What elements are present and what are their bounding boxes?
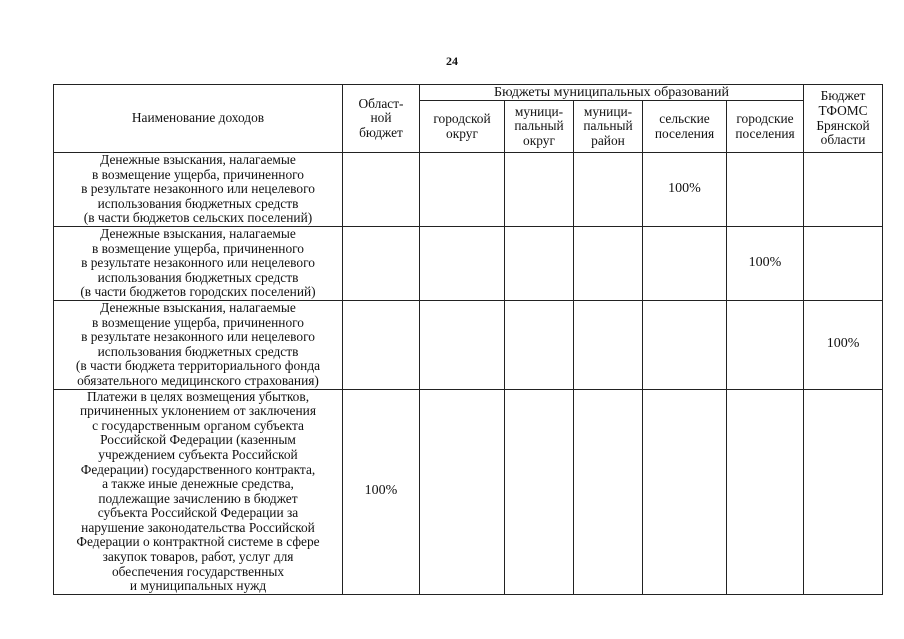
text-line: в возмещение ущерба, причиненного <box>91 240 304 256</box>
header-rural-settlements <box>643 101 727 153</box>
header-regional-budget <box>343 85 420 153</box>
header-urban-settlements <box>727 101 804 153</box>
text-line: в результате незаконного или нецелевого <box>81 255 315 271</box>
text-line: использования бюджетных средств <box>97 343 299 359</box>
header-municipal-budgets-label: Бюджеты муниципальных образований <box>494 84 729 100</box>
header-line: ТФОМС <box>818 102 868 118</box>
text-line: нарушение законодательства Российской <box>81 519 315 535</box>
text-line: а также иные денежные средства, <box>102 476 294 492</box>
table-row <box>54 389 883 594</box>
value-cell <box>343 226 420 300</box>
header-line: сельские <box>659 110 710 126</box>
page-number: 24 <box>446 54 458 68</box>
text-line: Российской Федерации (казенным <box>100 432 296 448</box>
text-line: подлежащие зачислению в бюджет <box>98 490 298 506</box>
value-cell: 100% <box>643 153 727 227</box>
value-cell <box>505 300 574 389</box>
text-line: в результате незаконного или нецелевого <box>81 329 315 345</box>
text-line: в возмещение ущерба, причиненного <box>91 314 304 330</box>
text-line: причиненных уклонением от заключения <box>80 403 316 419</box>
revenue-name-cell <box>54 153 343 227</box>
text-line: использования бюджетных средств <box>97 195 299 211</box>
text-line: субъекта Российской Федерации за <box>97 505 299 521</box>
header-line: области <box>820 132 866 148</box>
text-line: закупок товаров, работ, услуг для <box>102 549 294 565</box>
header-line: бюджет <box>359 124 403 140</box>
table-row <box>54 226 883 300</box>
header-tfoms-budget <box>804 85 883 153</box>
text-line: учреждением субъекта Российской <box>98 446 298 462</box>
header-city-district <box>420 101 505 153</box>
value-cell: 100% <box>804 300 883 389</box>
header-line: поселения <box>654 125 715 141</box>
value-cell <box>804 153 883 227</box>
value-cell <box>420 389 505 594</box>
text-line: и муниципальных нужд <box>129 578 267 594</box>
value-cell <box>505 153 574 227</box>
value-cell <box>574 226 643 300</box>
value-cell <box>727 153 804 227</box>
header-line: округ <box>446 125 478 141</box>
header-line: Брянской <box>816 117 870 133</box>
revenue-name-cell <box>54 226 343 300</box>
value-cell <box>420 300 505 389</box>
text-line: обязательного медицинского страхования) <box>77 372 319 388</box>
revenue-name-cell <box>54 300 343 389</box>
header-line: Бюджет <box>820 88 866 104</box>
text-line: в возмещение ущерба, причиненного <box>91 166 304 182</box>
value-cell <box>574 389 643 594</box>
value-cell <box>574 153 643 227</box>
text-line: использования бюджетных средств <box>97 269 299 285</box>
header-municipal-budgets <box>420 85 804 101</box>
header-municipal-district <box>505 101 574 153</box>
value-cell <box>643 226 727 300</box>
value-cell <box>420 226 505 300</box>
revenue-distribution-table <box>53 84 883 595</box>
value-cell: 100% <box>343 389 420 594</box>
text-line: Федерации о контрактной системе в сфере <box>76 534 320 550</box>
value-cell <box>727 300 804 389</box>
value-cell <box>574 300 643 389</box>
value-cell: 100% <box>727 226 804 300</box>
value-cell <box>643 300 727 389</box>
header-line: муници- <box>583 103 633 119</box>
text-line: (в части бюджета территориального фонда <box>75 358 321 374</box>
text-line: в результате незаконного или нецелевого <box>81 181 315 197</box>
value-cell <box>420 153 505 227</box>
header-line: городской <box>433 110 491 126</box>
header-line: пальный <box>583 118 633 134</box>
value-cell <box>505 226 574 300</box>
table-row <box>54 153 883 227</box>
header-line: округ <box>523 132 555 148</box>
value-cell <box>727 389 804 594</box>
header-line: Област- <box>358 95 404 111</box>
header-revenue-name <box>54 85 343 153</box>
value-cell <box>343 300 420 389</box>
value-cell <box>343 153 420 227</box>
text-line: (в части бюджетов сельских поселений) <box>83 210 313 226</box>
value-cell <box>804 226 883 300</box>
text-line: обеспечения государственных <box>111 563 285 579</box>
text-line: Денежные взыскания, налагаемые <box>100 152 296 167</box>
text-line: Денежные взыскания, налагаемые <box>100 300 296 315</box>
value-cell <box>505 389 574 594</box>
header-line: ной <box>370 110 392 126</box>
text-line: Федерации) государственного контракта, <box>80 461 316 477</box>
revenue-name-cell <box>54 389 343 594</box>
value-cell <box>804 389 883 594</box>
header-line: район <box>591 132 625 148</box>
value-cell <box>643 389 727 594</box>
text-line: Платежи в целях возмещения убытков, <box>86 389 310 404</box>
header-line: пальный <box>514 118 564 134</box>
header-line: городские <box>736 110 794 126</box>
header-line: поселения <box>735 125 795 141</box>
text-line: с государственным органом субъекта <box>92 417 304 433</box>
text-line: Денежные взыскания, налагаемые <box>100 226 296 241</box>
table-row <box>54 300 883 389</box>
header-revenue-name-label: Наименование доходов <box>131 110 265 126</box>
text-line: (в части бюджетов городских поселений) <box>80 284 316 300</box>
header-line: муници- <box>514 103 564 119</box>
header-municipal-region <box>574 101 643 153</box>
